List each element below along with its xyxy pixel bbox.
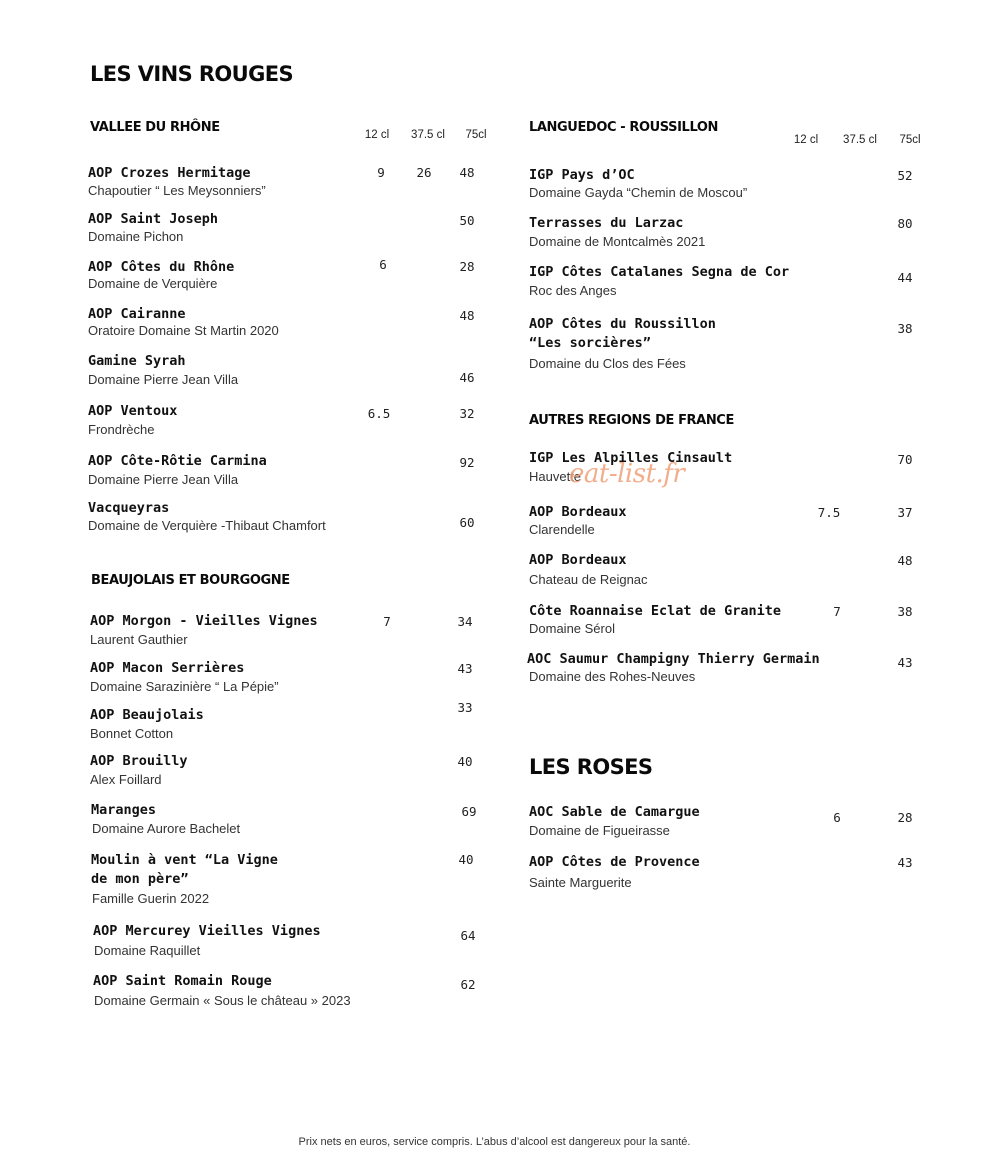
wine-name: Vacqueyras (88, 500, 170, 516)
wine-producer: Bonnet Cotton (90, 726, 174, 741)
wine-name: Terrasses du Larzac (529, 215, 684, 231)
price-12cl: 7 (383, 614, 391, 629)
price-75cl: 43 (457, 661, 473, 676)
wine-producer: Alex Foillard (90, 772, 162, 787)
price-75cl: 70 (897, 452, 913, 467)
wine-producer: Domaine de Montcalmès 2021 (529, 234, 706, 249)
price-75cl: 37 (897, 505, 913, 520)
price-75cl: 69 (461, 804, 477, 819)
wine-producer: Domaine de Figueirasse (529, 823, 670, 838)
price-75cl: 92 (459, 455, 475, 470)
wine-producer: Domaine des Rohes-Neuves (529, 669, 696, 684)
region-title-autres: AUTRES REGIONS DE FRANCE (529, 413, 734, 428)
price-12cl: 6 (833, 810, 841, 825)
wine-producer: Oratoire Domaine St Martin 2020 (88, 323, 279, 338)
wine-name: IGP Côtes Catalanes Segna de Cor (529, 264, 790, 280)
wine-name: AOP Côtes du Roussillon (529, 316, 716, 332)
wine-producer: Domaine de Verquière -Thibaut Chamfort (88, 518, 326, 533)
price-12cl: 9 (377, 165, 385, 180)
price-37-5cl: 26 (416, 165, 432, 180)
wine-name: AOP Saint Romain Rouge (93, 973, 272, 989)
price-75cl: 43 (897, 855, 913, 870)
price-75cl: 80 (897, 216, 913, 231)
wine-producer: Domaine de Verquière (88, 276, 218, 291)
price-75cl: 48 (459, 308, 475, 323)
price-75cl: 64 (460, 928, 476, 943)
price-75cl: 44 (897, 270, 913, 285)
region-title-bourgogne: BEAUJOLAIS ET BOURGOGNE (91, 573, 290, 588)
wine-name: AOP Saint Joseph (88, 211, 219, 227)
wine-producer: Domaine Raquillet (94, 943, 201, 958)
price-75cl: 33 (457, 700, 473, 715)
wine-name: AOP Macon Serrières (90, 660, 245, 676)
price-75cl: 46 (459, 370, 475, 385)
wine-producer: Domaine Pierre Jean Villa (88, 472, 239, 487)
wine-producer: Clarendelle (529, 522, 595, 537)
wine-name: AOP Côtes de Provence (529, 854, 700, 870)
wine-producer: Roc des Anges (529, 283, 617, 298)
price-75cl: 48 (459, 165, 475, 180)
wine-producer: Domaine Sarazinière “ La Pépie” (90, 679, 279, 694)
wine-name: AOP Ventoux (88, 403, 178, 419)
region-title-rhone: VALLEE DU RHÔNE (90, 120, 220, 135)
price-75cl: 60 (459, 515, 475, 530)
price-75cl: 34 (457, 614, 473, 629)
wine-producer: Famille Guerin 2022 (92, 891, 210, 906)
price-12cl: 7.5 (817, 505, 841, 520)
price-75cl: 48 (897, 553, 913, 568)
section-title-roses: LES ROSES (529, 755, 653, 779)
wine-name: AOP Cairanne (88, 306, 186, 322)
wine-name: IGP Les Alpilles Cinsault (529, 450, 733, 466)
price-75cl: 52 (897, 168, 913, 183)
wine-producer: Sainte Marguerite (529, 875, 632, 890)
price-75cl: 38 (897, 321, 913, 336)
wine-producer: Chateau de Reignac (529, 572, 648, 587)
price-75cl: 28 (897, 810, 913, 825)
wine-producer: Domaine Aurore Bachelet (92, 821, 241, 836)
wine-name: Maranges (91, 802, 157, 818)
price-12cl: 6.5 (367, 406, 391, 421)
price-75cl: 43 (897, 655, 913, 670)
column-header-75cl: 75cl (465, 129, 487, 141)
price-12cl: 7 (833, 604, 841, 619)
column-header-12cl: 12 cl (793, 134, 819, 146)
price-75cl: 50 (459, 213, 475, 228)
price-12cl: 6 (379, 257, 387, 272)
wine-producer: Domaine Pierre Jean Villa (88, 372, 239, 387)
watermark: eat-list.fr (569, 459, 685, 489)
price-75cl: 62 (460, 977, 476, 992)
price-75cl: 32 (459, 406, 475, 421)
wine-name: AOP Côte-Rôtie Carmina (88, 453, 267, 469)
price-75cl: 38 (897, 604, 913, 619)
column-header-75cl: 75cl (899, 134, 921, 146)
price-75cl: 40 (458, 852, 474, 867)
wine-name: AOP Mercurey Vieilles Vignes (93, 923, 321, 939)
wine-name: Moulin à vent “La Vigne (91, 852, 278, 868)
wine-name: AOP Bordeaux (529, 552, 627, 568)
wine-name: AOP Beaujolais (90, 707, 204, 723)
wine-name-line2: de mon père” (91, 871, 189, 887)
region-title-languedoc: LANGUEDOC - ROUSSILLON (529, 120, 718, 135)
wine-name: IGP Pays d’OC (529, 167, 635, 183)
price-75cl: 40 (457, 754, 473, 769)
wine-name: Gamine Syrah (88, 353, 186, 369)
wine-producer: Frondrèche (88, 422, 155, 437)
wine-producer: Domaine Sérol (529, 621, 615, 636)
wine-name-line2: “Les sorcières” (529, 335, 651, 351)
section-title-vins-rouges: LES VINS ROUGES (90, 62, 294, 86)
wine-producer: Domaine du Clos des Fées (529, 356, 686, 371)
wine-name: AOC Saumur Champigny Thierry Germain (527, 651, 820, 667)
wine-name: AOP Côtes du Rhône (88, 259, 235, 275)
wine-producer: Domaine Pichon (88, 229, 184, 244)
column-header-37-5cl: 37.5 cl (411, 129, 445, 141)
wine-name: AOP Crozes Hermitage (88, 165, 251, 181)
wine-name: AOP Morgon - Vieilles Vignes (90, 613, 318, 629)
wine-producer: Chapoutier “ Les Meysonniers” (88, 183, 266, 198)
column-header-12cl: 12 cl (364, 129, 390, 141)
price-75cl: 28 (459, 259, 475, 274)
column-header-37-5cl: 37.5 cl (843, 134, 877, 146)
footer-note: Prix nets en euros, service compris. L’abus d’alcool est dangereux pour la santé. (298, 1136, 691, 1148)
wine-producer: Laurent Gauthier (90, 632, 188, 647)
wine-name: AOC Sable de Camargue (529, 804, 700, 820)
wine-producer: Domaine Germain « Sous le château » 2023 (94, 993, 351, 1008)
wine-name: Côte Roannaise Eclat de Granite (529, 603, 781, 619)
wine-name: AOP Bordeaux (529, 504, 627, 520)
wine-producer: Domaine Gayda “Chemin de Moscou” (529, 185, 748, 200)
wine-producer: Hauvette (529, 469, 582, 484)
wine-name: AOP Brouilly (90, 753, 188, 769)
